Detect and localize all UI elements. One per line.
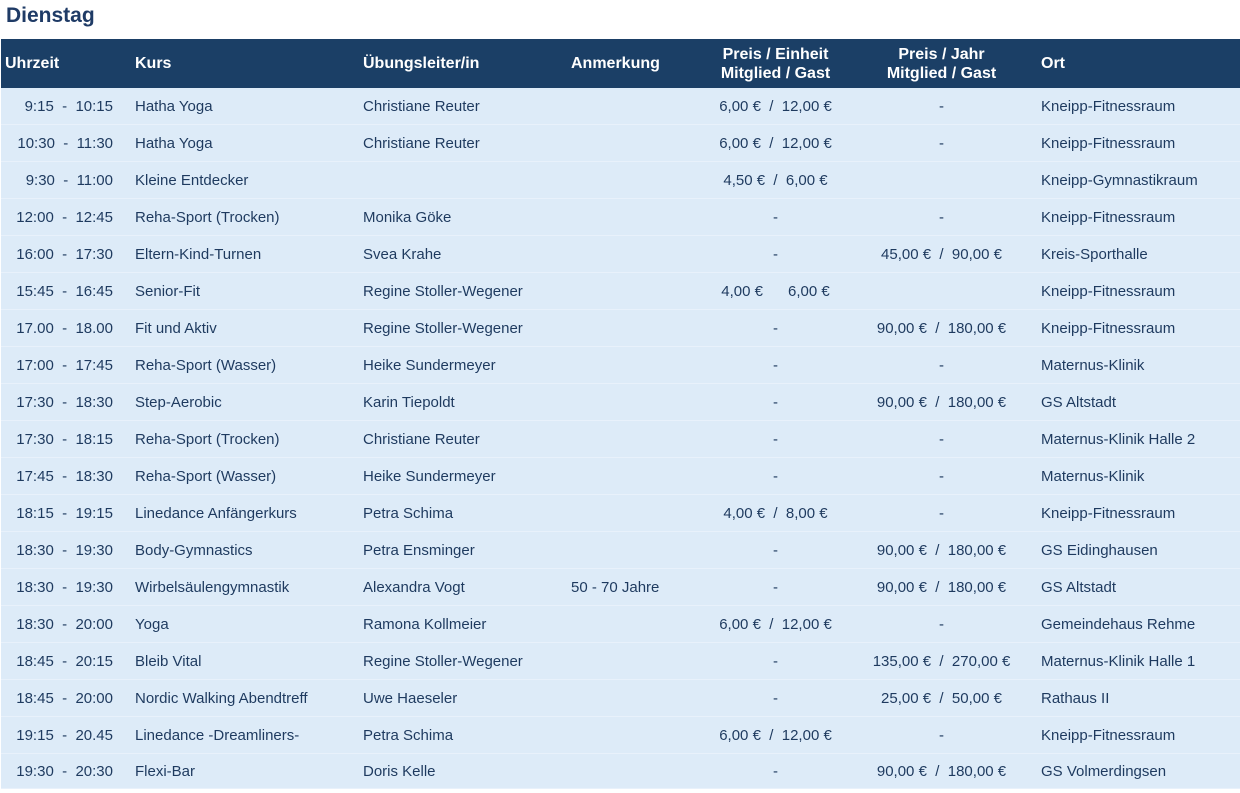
table-row [1, 495, 1240, 532]
cell-course: Eltern-Kind-Turnen [125, 236, 353, 273]
cell-unit-price: - [699, 347, 852, 384]
cell-trainer: Ramona Kollmeier [353, 606, 561, 643]
cell-course: Flexi-Bar [125, 754, 353, 789]
cell-course: Reha-Sport (Trocken) [125, 199, 353, 236]
cell-year-price: 90,00 € / 180,00 € [852, 754, 1031, 789]
cell-unit-price: - [699, 643, 852, 680]
cell-trainer: Alexandra Vogt [353, 569, 561, 606]
cell-location: Kneipp-Fitnessraum [1031, 310, 1240, 347]
cell-time: 18:45 - 20:00 [1, 680, 125, 717]
cell-course: Yoga [125, 606, 353, 643]
table-row [1, 421, 1240, 458]
header-course: Kurs [125, 39, 353, 88]
cell-year-price: - [852, 199, 1031, 236]
cell-course: Senior-Fit [125, 273, 353, 310]
cell-time: 18:30 - 19:30 [1, 569, 125, 606]
cell-note [561, 495, 699, 532]
cell-course: Reha-Sport (Wasser) [125, 458, 353, 495]
cell-unit-price: 4,00 € / 8,00 € [699, 495, 852, 532]
cell-note [561, 606, 699, 643]
cell-location: Kneipp-Fitnessraum [1031, 273, 1240, 310]
table-row [1, 162, 1240, 199]
page-title: Dienstag [6, 4, 95, 27]
cell-note [561, 199, 699, 236]
cell-time: 12:00 - 12:45 [1, 199, 125, 236]
cell-note [561, 88, 699, 125]
header-row [1, 39, 1240, 88]
cell-location: Kneipp-Fitnessraum [1031, 125, 1240, 162]
table-row [1, 606, 1240, 643]
cell-time: 19:15 - 20.45 [1, 717, 125, 754]
cell-trainer: Christiane Reuter [353, 421, 561, 458]
cell-note: 50 - 70 Jahre [561, 569, 699, 606]
cell-note [561, 458, 699, 495]
cell-course: Hatha Yoga [125, 125, 353, 162]
cell-note [561, 347, 699, 384]
cell-year-price: - [852, 125, 1031, 162]
header-unit-price-line1: Preis / Einheit [722, 45, 829, 63]
cell-time: 18:45 - 20:15 [1, 643, 125, 680]
cell-trainer: Regine Stoller-Wegener [353, 643, 561, 680]
cell-time: 16:00 - 17:30 [1, 236, 125, 273]
cell-unit-price: - [699, 236, 852, 273]
cell-note [561, 643, 699, 680]
cell-year-price [852, 273, 1031, 310]
table-row [1, 754, 1240, 789]
cell-note [561, 125, 699, 162]
cell-course: Body-Gymnastics [125, 532, 353, 569]
cell-course: Linedance Anfängerkurs [125, 495, 353, 532]
cell-unit-price: - [699, 199, 852, 236]
cell-trainer: Petra Schima [353, 717, 561, 754]
header-trainer: Übungsleiter/in [353, 39, 561, 88]
table-row [1, 384, 1240, 421]
table-row [1, 199, 1240, 236]
cell-course: Nordic Walking Abendtreff [125, 680, 353, 717]
cell-time: 10:30 - 11:30 [1, 125, 125, 162]
cell-year-price: - [852, 88, 1031, 125]
cell-note [561, 754, 699, 789]
header-year-price [852, 39, 1031, 88]
cell-unit-price: 4,00 € 6,00 € [699, 273, 852, 310]
table-row [1, 717, 1240, 754]
cell-unit-price: 6,00 € / 12,00 € [699, 717, 852, 754]
cell-unit-price: - [699, 754, 852, 789]
cell-trainer: Karin Tiepoldt [353, 384, 561, 421]
cell-course: Reha-Sport (Wasser) [125, 347, 353, 384]
cell-time: 17:00 - 17:45 [1, 347, 125, 384]
cell-year-price: - [852, 458, 1031, 495]
cell-unit-price: 6,00 € / 12,00 € [699, 125, 852, 162]
cell-location: GS Altstadt [1031, 569, 1240, 606]
cell-unit-price: - [699, 680, 852, 717]
table-row [1, 310, 1240, 347]
cell-trainer: Christiane Reuter [353, 125, 561, 162]
cell-course: Hatha Yoga [125, 88, 353, 125]
table-row [1, 236, 1240, 273]
table-row [1, 458, 1240, 495]
cell-unit-price: 6,00 € / 12,00 € [699, 88, 852, 125]
cell-trainer: Heike Sundermeyer [353, 458, 561, 495]
cell-year-price: - [852, 495, 1031, 532]
cell-year-price: - [852, 421, 1031, 458]
cell-location: GS Altstadt [1031, 384, 1240, 421]
cell-note [561, 421, 699, 458]
cell-note [561, 532, 699, 569]
cell-location: Maternus-Klinik Halle 1 [1031, 643, 1240, 680]
cell-time: 17:45 - 18:30 [1, 458, 125, 495]
cell-course: Kleine Entdecker [125, 162, 353, 199]
cell-note [561, 717, 699, 754]
header-note: Anmerkung [561, 39, 699, 88]
cell-time: 18:30 - 20:00 [1, 606, 125, 643]
cell-location: Maternus-Klinik [1031, 347, 1240, 384]
cell-year-price: 90,00 € / 180,00 € [852, 532, 1031, 569]
cell-location: Kneipp-Fitnessraum [1031, 717, 1240, 754]
cell-time: 18:30 - 19:30 [1, 532, 125, 569]
cell-location: Rathaus II [1031, 680, 1240, 717]
cell-location: Kneipp-Fitnessraum [1031, 495, 1240, 532]
cell-unit-price: 6,00 € / 12,00 € [699, 606, 852, 643]
cell-trainer: Petra Schima [353, 495, 561, 532]
cell-time: 9:15 - 10:15 [1, 88, 125, 125]
table-row [1, 273, 1240, 310]
cell-year-price: - [852, 717, 1031, 754]
cell-location: GS Eidinghausen [1031, 532, 1240, 569]
table-row [1, 532, 1240, 569]
cell-location: Maternus-Klinik [1031, 458, 1240, 495]
cell-unit-price: - [699, 532, 852, 569]
cell-trainer: Doris Kelle [353, 754, 561, 789]
cell-location: Kneipp-Fitnessraum [1031, 88, 1240, 125]
cell-course: Fit und Aktiv [125, 310, 353, 347]
cell-location: GS Volmerdingsen [1031, 754, 1240, 789]
cell-unit-price: - [699, 458, 852, 495]
cell-location: Kneipp-Gymnastikraum [1031, 162, 1240, 199]
cell-time: 9:30 - 11:00 [1, 162, 125, 199]
cell-course: Linedance -Dreamliners- [125, 717, 353, 754]
table-row [1, 125, 1240, 162]
cell-year-price [852, 162, 1031, 199]
cell-course: Wirbelsäulengymnastik [125, 569, 353, 606]
header-year-price-line1: Preis / Jahr [898, 45, 985, 63]
cell-trainer [353, 162, 561, 199]
cell-course: Bleib Vital [125, 643, 353, 680]
cell-note [561, 162, 699, 199]
header-location: Ort [1031, 39, 1240, 88]
cell-unit-price: - [699, 421, 852, 458]
cell-course: Reha-Sport (Trocken) [125, 421, 353, 458]
cell-year-price: 45,00 € / 90,00 € [852, 236, 1031, 273]
table-row [1, 347, 1240, 384]
cell-year-price: 25,00 € / 50,00 € [852, 680, 1031, 717]
cell-unit-price: - [699, 569, 852, 606]
table-row [1, 680, 1240, 717]
header-time: Uhrzeit [1, 39, 125, 88]
cell-year-price: 135,00 € / 270,00 € [852, 643, 1031, 680]
cell-course: Step-Aerobic [125, 384, 353, 421]
header-unit-price [699, 39, 852, 88]
cell-note [561, 236, 699, 273]
cell-trainer: Svea Krahe [353, 236, 561, 273]
cell-trainer: Regine Stoller-Wegener [353, 273, 561, 310]
schedule-table [1, 39, 1240, 789]
cell-trainer: Regine Stoller-Wegener [353, 310, 561, 347]
table-row [1, 569, 1240, 606]
cell-time: 17:30 - 18:15 [1, 421, 125, 458]
schedule-table-wrapper [1, 39, 1240, 789]
table-row [1, 643, 1240, 680]
cell-location: Maternus-Klinik Halle 2 [1031, 421, 1240, 458]
table-row [1, 88, 1240, 125]
cell-trainer: Petra Ensminger [353, 532, 561, 569]
cell-year-price: 90,00 € / 180,00 € [852, 384, 1031, 421]
cell-year-price: 90,00 € / 180,00 € [852, 310, 1031, 347]
cell-location: Kreis-Sporthalle [1031, 236, 1240, 273]
cell-note [561, 384, 699, 421]
header-unit-price-line2: Mitglied / Gast [720, 64, 831, 82]
header-year-price-line2: Mitglied / Gast [886, 64, 997, 82]
cell-unit-price: - [699, 384, 852, 421]
cell-location: Gemeindehaus Rehme [1031, 606, 1240, 643]
cell-time: 19:30 - 20:30 [1, 754, 125, 789]
cell-time: 17.00 - 18.00 [1, 310, 125, 347]
cell-year-price: 90,00 € / 180,00 € [852, 569, 1031, 606]
cell-note [561, 273, 699, 310]
table-header [1, 39, 1240, 88]
cell-time: 15:45 - 16:45 [1, 273, 125, 310]
cell-trainer: Christiane Reuter [353, 88, 561, 125]
cell-location: Kneipp-Fitnessraum [1031, 199, 1240, 236]
cell-time: 18:15 - 19:15 [1, 495, 125, 532]
cell-trainer: Heike Sundermeyer [353, 347, 561, 384]
cell-year-price: - [852, 606, 1031, 643]
cell-trainer: Monika Göke [353, 199, 561, 236]
cell-note [561, 310, 699, 347]
cell-note [561, 680, 699, 717]
cell-year-price: - [852, 347, 1031, 384]
cell-unit-price: 4,50 € / 6,00 € [699, 162, 852, 199]
cell-trainer: Uwe Haeseler [353, 680, 561, 717]
cell-time: 17:30 - 18:30 [1, 384, 125, 421]
cell-unit-price: - [699, 310, 852, 347]
table-body [1, 88, 1240, 789]
